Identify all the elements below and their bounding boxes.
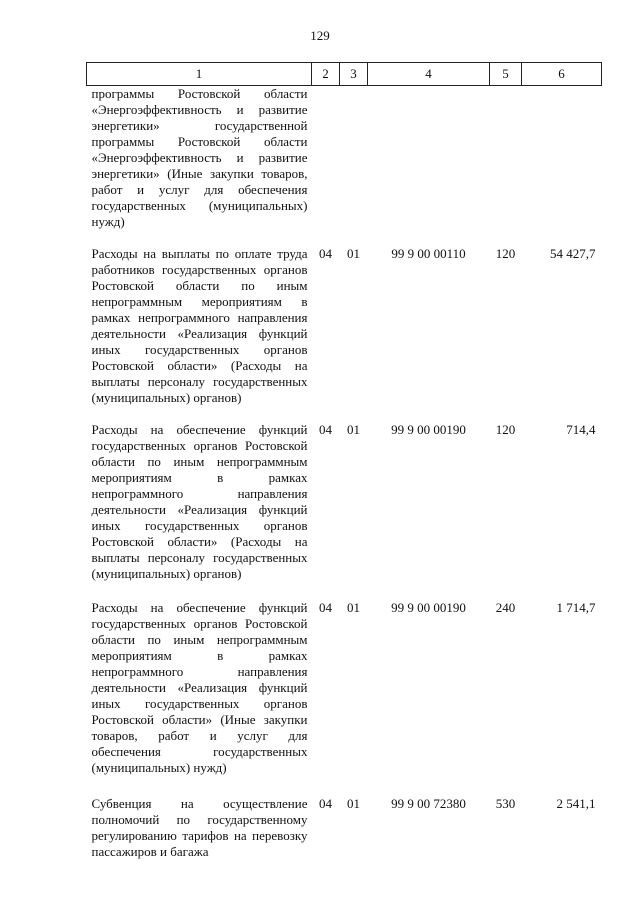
row-amount xyxy=(522,86,602,231)
table-row xyxy=(87,586,602,780)
header-col-1: 1 xyxy=(87,63,312,86)
row-section: 04 xyxy=(319,796,332,811)
table-row xyxy=(87,780,602,860)
row-target-article: 99 9 00 00190 xyxy=(391,422,466,437)
budget-table xyxy=(86,62,602,860)
row-amount: 1 714,7 xyxy=(556,600,596,615)
row-description: Расходы на обеспечение функций государственных органов Ростовской области по иным непрограммным мероприятиям в рамках непрограммного направления деятельности «Реализация функций иных государственных органов Ростовской области» (Иные закупки товаров, работ и услуг для обеспечения государственных (муниципальных) нужд) xyxy=(91,600,308,775)
row-target-article: 99 9 00 72380 xyxy=(391,796,466,811)
row-amount: 2 541,1 xyxy=(556,796,596,811)
row-section xyxy=(312,86,340,231)
row-subsection: 01 xyxy=(347,796,360,811)
row-subsection xyxy=(340,86,368,231)
header-col-4: 4 xyxy=(368,63,490,86)
table-row xyxy=(87,230,602,408)
row-target-article: 99 9 00 00110 xyxy=(391,246,466,261)
row-subsection: 01 xyxy=(347,600,360,615)
header-col-3: 3 xyxy=(340,63,368,86)
row-section: 04 xyxy=(319,600,332,615)
row-section: 04 xyxy=(319,246,332,261)
row-amount: 54 427,7 xyxy=(550,246,596,261)
row-subsection: 01 xyxy=(347,246,360,261)
row-subsection: 01 xyxy=(347,422,360,437)
row-section: 04 xyxy=(319,422,332,437)
row-target-article xyxy=(368,86,490,231)
table-header xyxy=(87,63,602,86)
row-description: Расходы на обеспечение функций государственных органов Ростовской области по иным непрограммным мероприятиям в рамках непрограммного направления деятельности «Реализация функций иных государственных органов Ростовской области» (Расходы на выплаты персоналу государственных (муниципальных) органов) xyxy=(91,422,308,581)
header-col-2: 2 xyxy=(312,63,340,86)
header-col-6: 6 xyxy=(522,63,602,86)
table-row xyxy=(87,408,602,586)
row-description: программы Ростовской области «Энергоэффективность и развитие энергетики» государственной программы Ростовской области «Энергоэффективность и развитие энергетики» (Иные закупки товаров, работ и услуг для обеспечения государственных (муниципальных) нужд) xyxy=(91,86,308,229)
row-description: Субвенция на осуществление полномочий по государственному регулированию тарифов на перевозку пассажиров и багажа xyxy=(91,796,308,859)
row-amount: 714,4 xyxy=(566,422,596,437)
row-expense-type: 120 xyxy=(495,246,516,261)
row-target-article: 99 9 00 00190 xyxy=(391,600,466,615)
table-body xyxy=(87,86,602,861)
row-description: Расходы на выплаты по оплате труда работников государственных органов Ростовской области по иным непрограммным мероприятиям в рамках непрограммного направления деятельности «Реализация функций иных государственных органов Ростовской области» (Расходы на выплаты персоналу государственных (муниципальных) органов) xyxy=(91,246,308,405)
header-col-5: 5 xyxy=(490,63,522,86)
page-number: 129 xyxy=(310,28,330,43)
row-expense-type xyxy=(490,86,522,231)
row-expense-type: 240 xyxy=(495,600,516,615)
table-row xyxy=(87,86,602,231)
row-expense-type: 530 xyxy=(495,796,516,811)
header-row xyxy=(87,63,602,86)
row-expense-type: 120 xyxy=(495,422,516,437)
